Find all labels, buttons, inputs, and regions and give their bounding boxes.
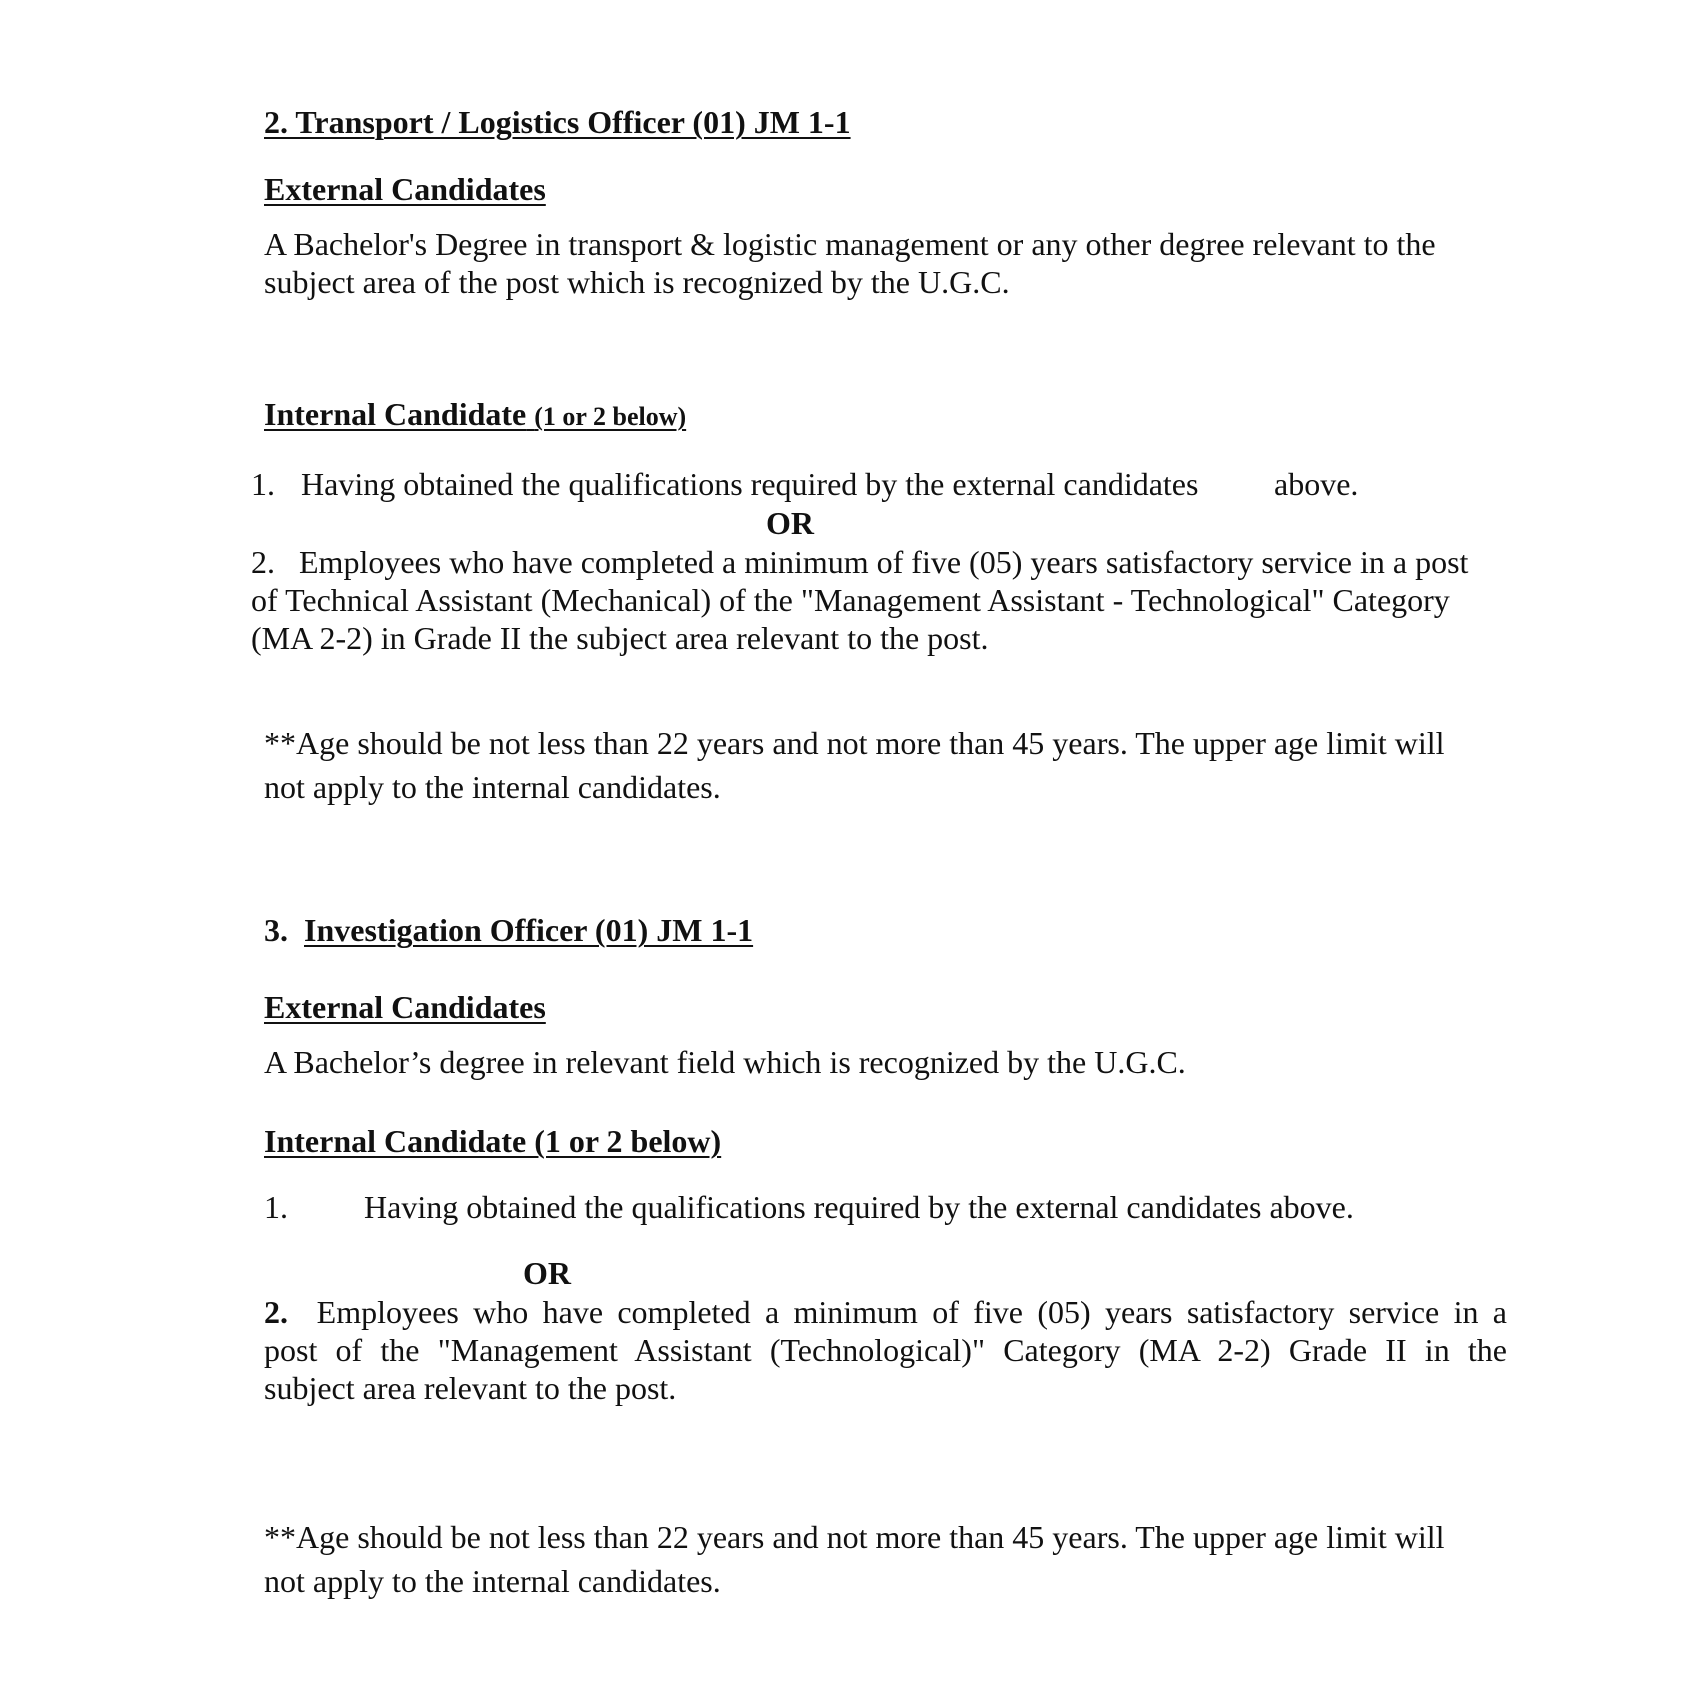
section-2-internal-heading-label: Internal Candidate <box>264 396 527 432</box>
section-2-age-line1: **Age should be not less than 22 years and not more than 45 years. The upper age limit will <box>264 725 1445 761</box>
section-2-item-2-line3: (MA 2-2) in Grade II the subject area relevant to the post. <box>251 620 989 656</box>
section-3-item-2-number: 2. <box>264 1294 288 1330</box>
section-2-item-1-tail: above. <box>1274 466 1359 502</box>
section-3-number: 3. <box>264 912 288 948</box>
section-3-external-text: A Bachelor’s degree in relevant field which is recognized by the U.G.C. <box>264 1044 1186 1080</box>
section-3-internal-heading: Internal Candidate (1 or 2 below) <box>264 1123 722 1159</box>
section-2-internal-heading <box>264 395 686 436</box>
section-3-or: OR <box>523 1255 571 1291</box>
section-2-or: OR <box>766 505 814 541</box>
section-3-item-2-line2 <box>264 1331 1507 1369</box>
section-3-external-heading: External Candidates <box>264 989 546 1025</box>
section-3-item-1-text: Having obtained the qualifications required by the external candidates above. <box>364 1189 1354 1225</box>
section-3-item-2-line1-text: Employees who have completed a minimum of five (05) years satisfactory service in a <box>316 1294 1507 1330</box>
section-2-external-heading: External Candidates <box>264 171 546 207</box>
section-3-title: Investigation Officer (01) JM 1-1 <box>304 912 754 948</box>
section-3-item-1-number: 1. <box>264 1189 288 1225</box>
section-3-item-2-line1 <box>264 1293 1507 1331</box>
section-2-item-1-number: 1. <box>251 466 275 502</box>
section-3-title-row <box>264 911 753 949</box>
section-2-item-2-line2: of Technical Assistant (Mechanical) of the "Management Assistant - Technological" Category <box>251 582 1450 618</box>
section-2-item-1-text: Having obtained the qualifications required by the external candidates <box>301 466 1199 502</box>
section-3-item-2-line3: subject area relevant to the post. <box>264 1370 677 1406</box>
section-2-external-text-line1: A Bachelor's Degree in transport & logistic management or any other degree relevant to the <box>264 226 1436 262</box>
section-3-age-line2: not apply to the internal candidates. <box>264 1563 721 1599</box>
section-3-item-2-line2-text: post of the "Management Assistant (Technological)" Category (MA 2-2) Grade II in the <box>264 1332 1507 1368</box>
section-3-age-line1: **Age should be not less than 22 years and not more than 45 years. The upper age limit will <box>264 1519 1445 1555</box>
section-2-title: 2. Transport / Logistics Officer (01) JM 1-1 <box>264 104 851 140</box>
section-2-internal-heading-suffix: (1 or 2 below) <box>534 402 687 431</box>
section-2-item-2-line1: 2. Employees who have completed a minimum of five (05) years satisfactory service in a post <box>251 544 1469 580</box>
section-2-external-text-line2: subject area of the post which is recognized by the U.G.C. <box>264 264 1010 300</box>
section-2-age-line2: not apply to the internal candidates. <box>264 769 721 805</box>
